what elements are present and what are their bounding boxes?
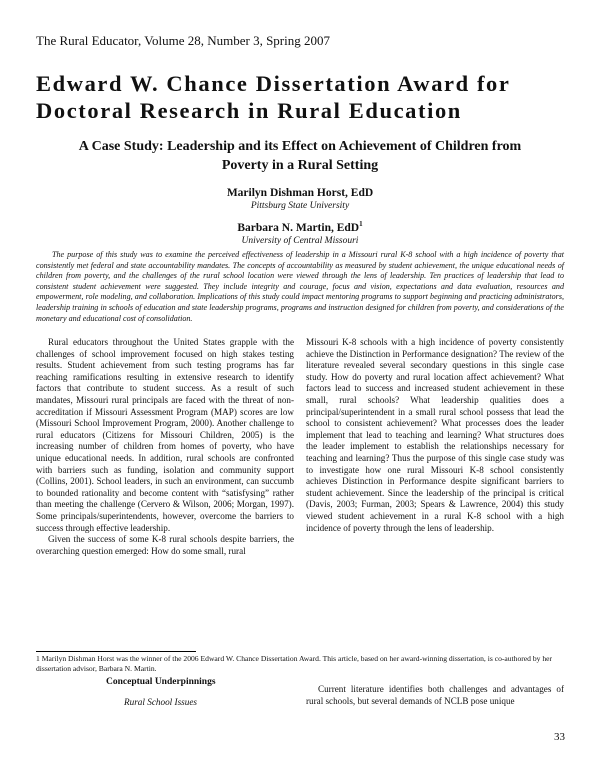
author-block-2	[0, 217, 600, 247]
journal-header: The Rural Educator, Volume 28, Number 3, Spring 2007	[36, 33, 330, 48]
subsection-heading: Rural School Issues	[124, 697, 197, 707]
author-affiliation: University of Central Missouri	[241, 235, 359, 246]
body-paragraph: Given the success of some K-8 rural schools despite barriers, the overarching question emerged: How do some small, rural	[36, 534, 294, 556]
author-affiliation: Pittsburg State University	[250, 200, 350, 211]
body-column-left	[36, 337, 294, 557]
award-title	[36, 70, 576, 124]
article-title	[60, 137, 540, 175]
body-paragraph-continued: Current literature identifies both challenges and advantages of rural schools, but several demands of NCLB pose unique	[306, 684, 564, 706]
award-title-line-2: Doctoral Research in Rural Education	[36, 98, 462, 123]
abstract: The purpose of this study was to examine the perceived effectiveness of leadership in a Missouri rural K-8 school with a high incidence of poverty that consistently met federal and state accountability mandates. The concepts of accountability as measured by student achievement, the unique educational needs of children from poverty, and the challenges of the rural school location were viewed through the lens of leadership. Ten practices of leadership that lead to consistent student achievement were suggested. They include integrity and courage, focus and vision, expectations and data evaluation, resources and empowerment, role modeling, and collaboration. Implications of this study could impact mentoring programs to support beginning and practicing administrators, leadership training in schools of education and state leadership programs, programs and instruction designed for children from poverty, and considerations of the monetary and educational cost of consolidation.	[36, 250, 564, 323]
footnote: 1 Marilyn Dishman Horst was the winner of the 2006 Edward W. Chance Dissertation Award. This article, based on her award-winning dissertation, is co-authored by her dissertation advisor, Barbara N. Martin.	[36, 654, 553, 673]
article-title-line-1: A Case Study: Leadership and its Effect on Achievement of Children from	[78, 139, 522, 154]
body-paragraph: Rural educators throughout the United States grapple with the challenges of school improvement focused on high stakes testing results. Student achievement from such testing programs has far reaching ramifications resulting in extensive research to identify factors that contribute to student success. As a result of such mandates, Missouri rural principals are faced with the threat of non-accreditation if Missouri Assessment Program (MAP) scores are low (Missouri School Improvement Program, 2000). Another challenge to rural educators (Citizens for Missouri Children, 2005) is the increasing number of children from homes of poverty, who have unique educational needs. In addition, rural schools are confronted with barriers such as funding, isolation and community support (Collins, 2001). School leaders, in such an environment, can succumb to bounded rationality and become content with “satisfysing” rather than meeting the challenge (Cervero & Wilson, 2006; Morgan, 1997). Some principals/superintendents, however, overcome the barriers to success through effective leadership.	[36, 337, 294, 533]
page-number: 33	[554, 731, 565, 743]
author-name: Barbara N. Martin, EdD$^1$	[237, 220, 363, 234]
footnote-divider	[36, 651, 196, 652]
article-title-line-2: Poverty in a Rural Setting	[221, 158, 379, 173]
body-column-right	[306, 337, 564, 534]
author-name: Marilyn Dishman Horst, EdD	[226, 186, 374, 199]
body-paragraph: Missouri K-8 schools with a high incidence of poverty consistently achieve the Distinction in Performance designation? The review of the literature revealed several secondary questions in this single case study. How do poverty and rural location affect achievement? What factors lead to success and increased student achievement in these small, rural schools? What leadership qualities does a principal/superintendent in a small rural school possess that lead the school to consistent achievement? What processes does the leader implement that lead to teaching and learning? What structures does the leader implement to establish the relationships necessary for teaching and learning? Thus the purpose of this single case study was to investigate how one rural Missouri K-8 school consistently achieves Distinction in Performance despite significant barriers to student achievement. Since the leadership of the principal is critical (Davis, 2003; Furman, 2003; Spears & Lawrence, 2004) this study viewed student achievement in a rural K-8 school with a high incidence of poverty through the lens of leadership.	[306, 337, 564, 533]
section-heading: Conceptual Underpinnings	[106, 677, 216, 687]
author-footnote-marker: 1	[359, 220, 363, 228]
author-block-1	[0, 182, 600, 212]
award-title-line-1: Edward W. Chance Dissertation Award for	[36, 71, 511, 96]
